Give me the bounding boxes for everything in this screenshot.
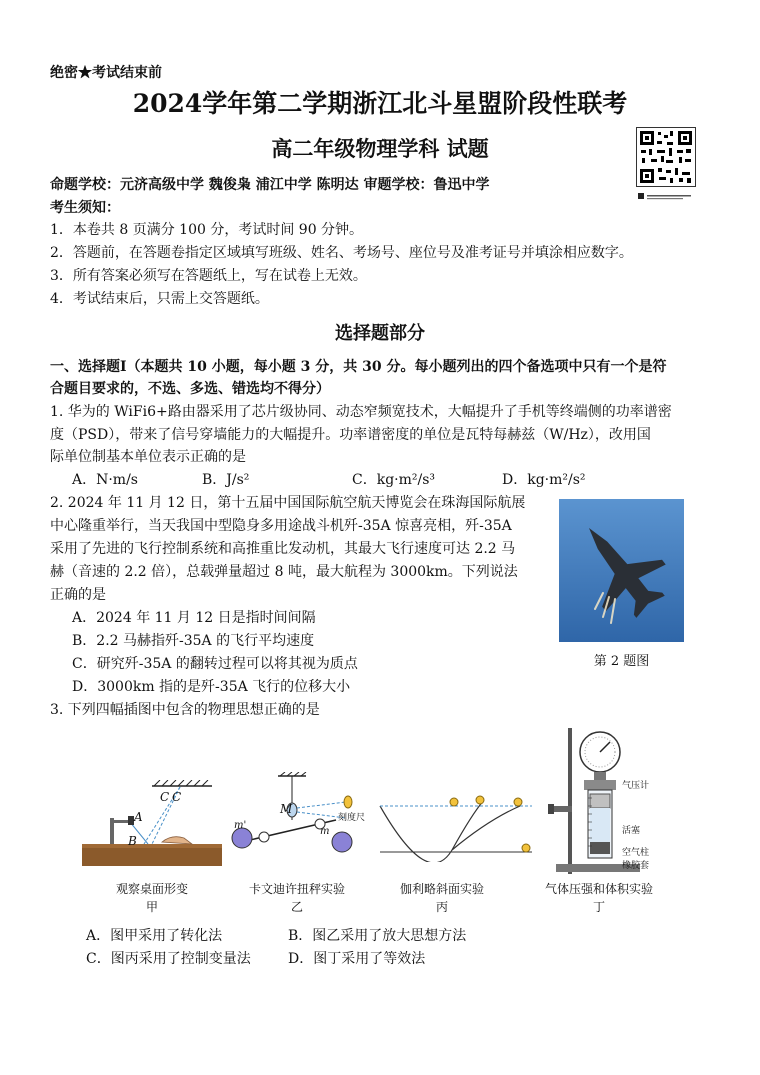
figure-jia-desk-deformation — [82, 780, 222, 872]
fig-yi-label: 乙 — [290, 900, 303, 914]
q1-option-d: D．kg·m²/s² — [502, 472, 586, 488]
q1-option-c: C．kg·m²/s³ — [352, 472, 436, 488]
q1-option-a: A．N·m/s — [72, 472, 138, 488]
figure-ding-gas-pressure — [548, 728, 668, 874]
q1-stem: 度（PSD），带来了信号穿墙能力的大幅提升。功率谱密度的单位是瓦特每赫兹（W/Hz），改用国 — [50, 427, 651, 443]
fig-ding-label-gauge: 气压计 — [622, 781, 650, 791]
fig-jia-label: 甲 — [145, 900, 158, 914]
fig-jia-label-c1: C — [160, 790, 170, 804]
q3-option-a: A．图甲采用了转化法 — [86, 928, 223, 944]
authors-line: 命题学校：元济高级中学 魏俊枭 浦江中学 陈明达 审题学校：鲁迅中学 — [50, 177, 490, 193]
notice-title: 考生须知： — [50, 200, 120, 216]
fig-bing-label: 丙 — [435, 900, 448, 914]
section-intro: 合题目要求的，不选、多选、错选均不得分） — [50, 381, 330, 397]
q2-option-c: C．研究歼-35A 的翻转过程可以将其视为质点 — [72, 656, 358, 672]
q2-option-d: D．3000km 指的是歼-35A 飞行的位移大小 — [72, 679, 351, 695]
fig-yi-label-m-prime: m' — [234, 820, 247, 831]
fig-jia-label-a: A — [134, 810, 143, 824]
qr-code — [636, 127, 696, 187]
q1-stem: 1. 华为的 WiFi6+路由器采用了芯片级协同、动态窄频宽技术，大幅提升了手机等终端侧的功率谱密 — [50, 404, 672, 420]
q2-stem: 正确的是 — [50, 587, 106, 603]
jet-photo — [559, 499, 684, 642]
q3-stem: 3. 下列四幅插图中包含的物理思想正确的是 — [50, 702, 320, 718]
fig-jia-label-c2: C — [172, 790, 182, 804]
q1-stem: 际单位制基本单位表示正确的是 — [50, 449, 246, 465]
q2-stem: 2. 2024 年 11 月 12 日，第十五届中国国际航空航天博览会在珠海国际航展 — [50, 495, 526, 511]
fig-bing-caption: 伽利略斜面实验 — [399, 882, 484, 896]
fig-yi-label-m-big: M — [280, 802, 293, 816]
section-intro: 一、选择题Ⅰ（本题共 10 小题，每小题 3 分，共 30 分。每小题列出的四个备选项中只有一个是符 — [50, 359, 667, 375]
notice-item: 3．所有答案必须写在答题纸上，写在试卷上无效。 — [50, 268, 367, 284]
fig-ding-label: 丁 — [592, 900, 605, 914]
q3-option-c: C．图丙采用了控制变量法 — [86, 951, 251, 967]
section-title: 选择题部分 — [335, 323, 425, 344]
fig-jia-caption: 观察桌面形变 — [115, 882, 188, 896]
q2-stem: 采用了先进的飞行控制系统和高推重比发动机，其最大飞行速度可达 2.2 马 — [50, 541, 516, 557]
secret-label: 绝密★考试结束前 — [50, 65, 162, 81]
q2-stem: 赫（音速的 2.2 倍），总载弹量超过 8 吨，最大航程为 3000km。下列说法 — [50, 564, 518, 580]
q2-option-b: B．2.2 马赫指歼-35A 的飞行平均速度 — [72, 633, 315, 649]
fig-yi-caption: 卡文迪许扭秤实验 — [248, 882, 345, 896]
q2-figure-caption: 第 2 题图 — [593, 654, 650, 669]
q2-option-a: A．2024 年 11 月 12 日是指时间间隔 — [72, 610, 316, 626]
fig-yi-label-ruler: 刻度尺 — [338, 813, 366, 823]
sub-title: 高二年级物理学科 试题 — [271, 136, 489, 161]
fig-ding-label-air: 空气柱 — [622, 848, 650, 858]
q3-option-d: D．图丁采用了等效法 — [288, 951, 426, 967]
fig-yi-label-m: m — [320, 826, 330, 837]
fig-jia-label-b: B — [128, 834, 137, 848]
figure-bing-incline-experiment — [376, 792, 534, 862]
qr-caption-icon — [636, 186, 694, 196]
fig-ding-label-stopper: 橡胶套 — [622, 861, 650, 871]
fig-ding-caption: 气体压强和体积实验 — [544, 882, 653, 896]
notice-item: 4．考试结束后，只需上交答题纸。 — [50, 291, 269, 307]
notice-item: 2．答题前，在答题卷指定区域填写班级、姓名、考场号、座位号及准考证号并填涂相应数字。 — [50, 245, 633, 261]
q3-option-b: B．图乙采用了放大思想方法 — [288, 928, 467, 944]
notice-item: 1．本卷共 8 页满分 100 分，考试时间 90 分钟。 — [50, 222, 364, 238]
fig-ding-label-piston: 活塞 — [622, 826, 641, 836]
q2-stem: 中心隆重举行，当天我国中型隐身多用途战斗机歼-35A 惊喜亮相，歼-35A — [50, 518, 512, 534]
q1-option-b: B．J/s² — [202, 472, 250, 488]
main-title: 2024学年第二学期浙江北斗星盟阶段性联考 — [132, 89, 628, 118]
